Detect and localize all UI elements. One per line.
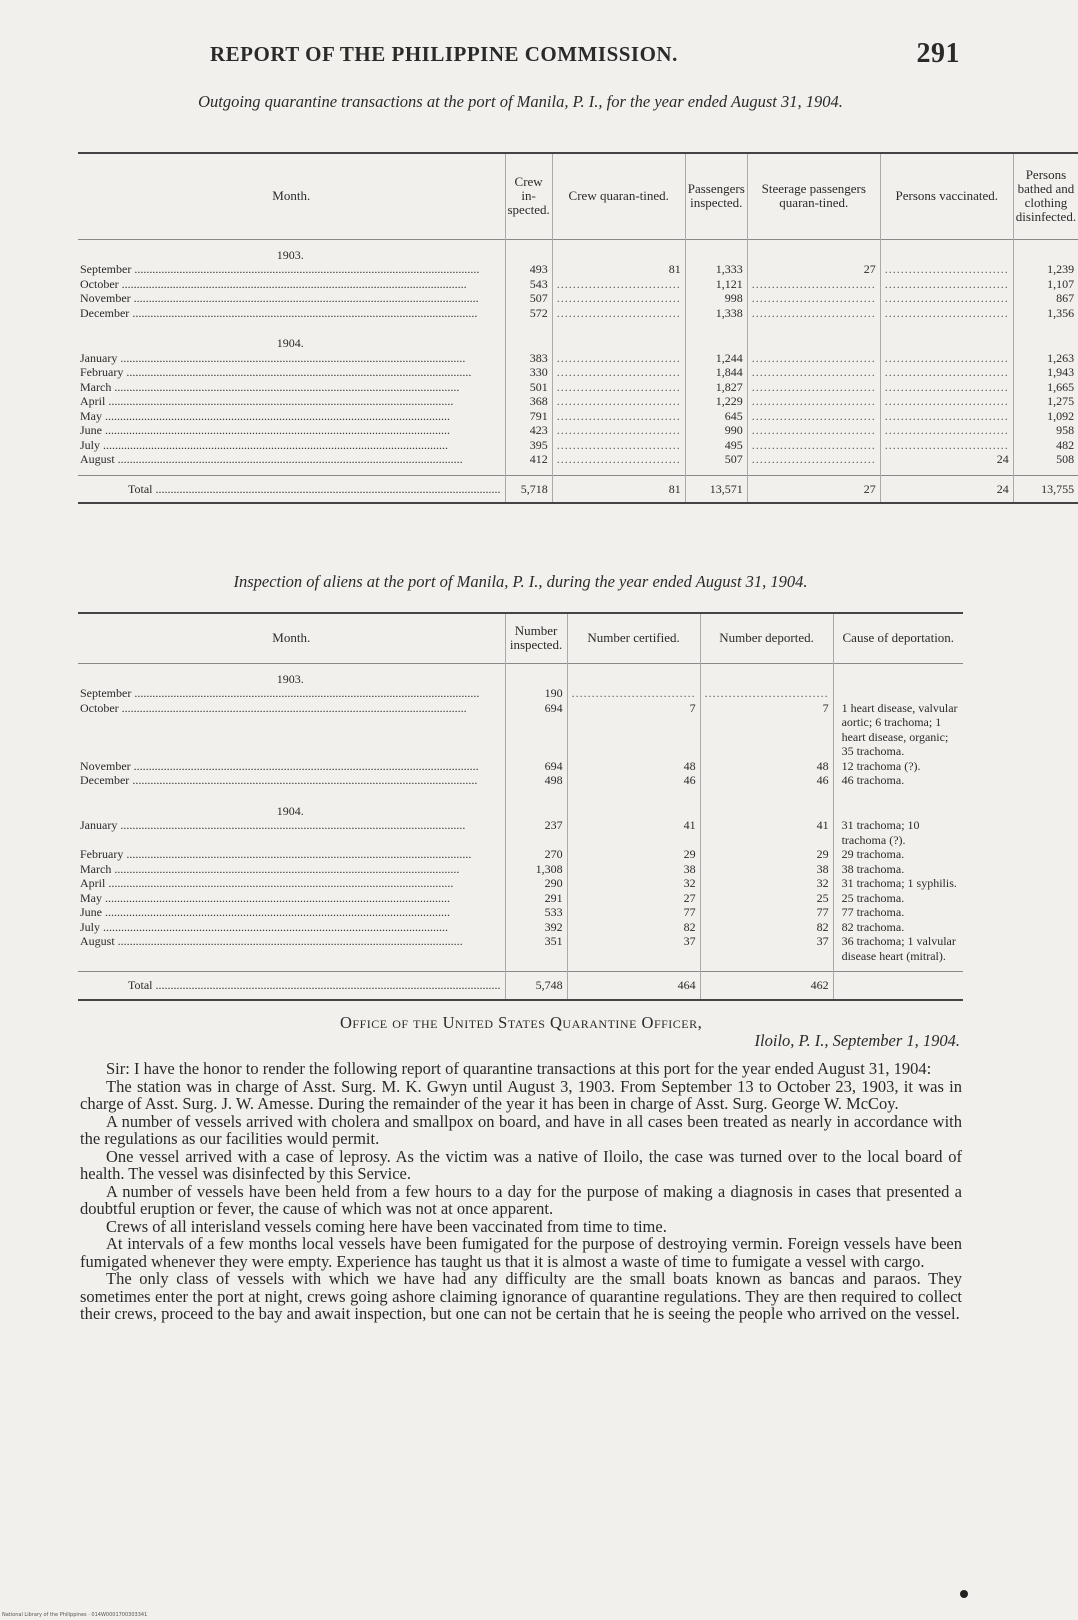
table-row [78, 686, 963, 701]
cause-cell: 29 trachoma. [833, 847, 963, 862]
year-label: 1903. [276, 247, 304, 262]
year-row [78, 328, 1078, 351]
table-row [78, 876, 963, 891]
cell-crew_q [552, 365, 685, 380]
month-name: July ..... [80, 920, 501, 935]
month-name: January ..... [80, 351, 501, 366]
month-cell [78, 365, 505, 380]
letter-paragraph: At intervals of a few months local vessels have been fumigated for the purpose of destroying vermin. Foreign vessels have been fumigated whenever they were empty. Experience has taught us that it is almost a waste of time to fumigate a vessel with cargo. [80, 1234, 962, 1271]
table-row [78, 920, 963, 935]
cell-crew_q [552, 380, 685, 395]
col-persons-bathed: Persons bathed and clothing disinfected. [1013, 153, 1078, 239]
total-text: Total ..... [128, 482, 501, 497]
month-cell [78, 452, 505, 467]
cell-crew: 493 [505, 262, 552, 277]
cell-pass: 998 [685, 291, 747, 306]
cell-pass: 1,338 [685, 306, 747, 321]
empty-cell [78, 320, 505, 328]
table-row [78, 380, 1078, 395]
table2-caption: Inspection of aliens at the port of Manila, P. I., during the year ended August 31, 1904. [233, 572, 808, 591]
month-name: March ..... [80, 380, 501, 395]
cell-bathed: 1,943 [1013, 365, 1078, 380]
month-name: November ..... [80, 291, 501, 306]
cell-crew_q [552, 423, 685, 438]
table-row [78, 862, 963, 877]
empty-cell [505, 239, 552, 262]
cell-cert: 82 [567, 920, 700, 935]
letter-place-date: Iloilo, P. I., September 1, 1904. [754, 1031, 960, 1050]
cell-bathed: 1,239 [1013, 262, 1078, 277]
cell-insp: 270 [505, 847, 567, 862]
total-label [78, 475, 505, 503]
letter-paragraph: The only class of vessels with which we have had any difficulty are the small boats known as bancas and paraos. They sometimes enter the port at night, crews going ashore claiming ignorance of quarantine regulations. They are then required to collect their crews, proceed to the bay and await inspection, but one can not be certain that he is seeing the people who arrived on the vessel. [80, 1269, 962, 1323]
month-name: January ..... [80, 818, 501, 833]
cell-vacc [880, 262, 1013, 277]
empty-cell [700, 796, 833, 819]
cell-pass: 1,333 [685, 262, 747, 277]
cell-crew: 501 [505, 380, 552, 395]
cell-cert: 37 [567, 934, 700, 963]
cell-steer [747, 365, 880, 380]
table-row [78, 438, 1078, 453]
month-name: December ..... [80, 773, 501, 788]
empty-cell [747, 320, 880, 328]
cell-crew_q: 81 [552, 262, 685, 277]
year-row [78, 796, 963, 819]
cell-dep: 7 [700, 701, 833, 759]
empty-cell [505, 796, 567, 819]
cell-insp: 1,308 [505, 862, 567, 877]
cell-bathed: 867 [1013, 291, 1078, 306]
cell-steer [747, 452, 880, 467]
table1-caption: Outgoing quarantine transactions at the port of Manila, P. I., for the year ended August 31, 1904. [198, 92, 843, 111]
cell-bathed: 1,275 [1013, 394, 1078, 409]
cause-cell: 31 trachoma; 10 trachoma (?). [833, 818, 963, 847]
cell-vacc [880, 277, 1013, 292]
page-number: 291 [916, 38, 960, 69]
total-bathed: 13,755 [1013, 475, 1078, 503]
cell-cert: 27 [567, 891, 700, 906]
cell-crew_q [552, 438, 685, 453]
cell-vacc [880, 394, 1013, 409]
cell-dep: 29 [700, 847, 833, 862]
total-insp: 5,748 [505, 972, 567, 1000]
cell-dep: 41 [700, 818, 833, 847]
empty-cell [78, 788, 505, 796]
col-cause-of-deportation: Cause of deportation. [833, 613, 963, 663]
cell-dep [700, 686, 833, 701]
col-number-inspected: Number inspected. [505, 613, 567, 663]
empty-cell [1013, 328, 1078, 351]
month-cell [78, 380, 505, 395]
month-cell [78, 759, 505, 774]
cell-pass: 507 [685, 452, 747, 467]
empty-cell [685, 239, 747, 262]
cause-cell [833, 972, 963, 1000]
cell-dep: 38 [700, 862, 833, 877]
month-cell [78, 847, 505, 862]
empty-cell [833, 663, 963, 686]
cell-crew_q [552, 291, 685, 306]
total-cert: 464 [567, 972, 700, 1000]
cell-insp: 351 [505, 934, 567, 963]
cell-vacc [880, 351, 1013, 366]
table-row [78, 818, 963, 847]
cell-dep: 25 [700, 891, 833, 906]
col-steerage-quarantined: Steerage passengers quaran-tined. [747, 153, 880, 239]
month-cell [78, 306, 505, 321]
table-row [78, 423, 1078, 438]
cell-crew: 383 [505, 351, 552, 366]
month-cell [78, 423, 505, 438]
table2-header-row [78, 613, 963, 663]
cause-cell: 38 trachoma. [833, 862, 963, 877]
month-cell [78, 262, 505, 277]
cell-dep: 48 [700, 759, 833, 774]
cell-vacc [880, 423, 1013, 438]
empty-cell [747, 328, 880, 351]
cell-bathed: 508 [1013, 452, 1078, 467]
empty-cell [833, 963, 963, 972]
total-crew: 5,718 [505, 475, 552, 503]
cell-crew_q [552, 452, 685, 467]
cell-insp: 290 [505, 876, 567, 891]
cell-steer [747, 438, 880, 453]
quarantine-transactions-table [78, 152, 1078, 504]
cell-insp: 190 [505, 686, 567, 701]
empty-cell [700, 963, 833, 972]
cell-crew: 791 [505, 409, 552, 424]
empty-cell [567, 796, 700, 819]
year-label: 1903. [276, 671, 304, 686]
empty-cell [505, 663, 567, 686]
cell-bathed: 1,092 [1013, 409, 1078, 424]
cell-pass: 990 [685, 423, 747, 438]
spacer-row [78, 320, 1078, 328]
empty-cell [685, 328, 747, 351]
cause-cell: 25 trachoma. [833, 891, 963, 906]
cell-crew: 572 [505, 306, 552, 321]
cell-vacc [880, 291, 1013, 306]
month-name: May ..... [80, 409, 501, 424]
cell-crew_q [552, 277, 685, 292]
cell-steer [747, 291, 880, 306]
cell-steer [747, 277, 880, 292]
table-row [78, 759, 963, 774]
table-row [78, 773, 963, 788]
col-number-certified: Number certified. [567, 613, 700, 663]
total-dep: 462 [700, 972, 833, 1000]
cell-vacc: 24 [880, 452, 1013, 467]
cell-bathed: 482 [1013, 438, 1078, 453]
empty-cell [567, 963, 700, 972]
letter-paragraph: Crews of all interisland vessels coming here have been vaccinated from time to time. [106, 1216, 667, 1236]
cell-crew: 330 [505, 365, 552, 380]
cell-crew_q [552, 306, 685, 321]
letter-paragraph: The station was in charge of Asst. Surg. M. K. Gwyn until August 3, 1903. From September 13 to October 23, 1903, it was in charge of Asst. Surg. J. W. Amesse. During the remainder of the year it has been in charge of Asst. Surg. George W. McCoy. [80, 1076, 962, 1113]
month-name: November ..... [80, 759, 501, 774]
empty-cell [685, 467, 747, 476]
empty-cell [567, 788, 700, 796]
table-row [78, 847, 963, 862]
col-passengers-inspected: Passengers inspected. [685, 153, 747, 239]
table-row [78, 351, 1078, 366]
cell-crew: 543 [505, 277, 552, 292]
cell-steer [747, 394, 880, 409]
empty-cell [1013, 239, 1078, 262]
total-vacc: 24 [880, 475, 1013, 503]
table-row [78, 701, 963, 759]
cell-bathed: 1,107 [1013, 277, 1078, 292]
total-text: Total ..... [128, 978, 501, 993]
cell-insp: 694 [505, 759, 567, 774]
year-label: 1904. [276, 336, 304, 350]
cell-pass: 645 [685, 409, 747, 424]
year-row [78, 239, 1078, 262]
table-row [78, 409, 1078, 424]
cell-bathed: 1,665 [1013, 380, 1078, 395]
cause-cell: 46 trachoma. [833, 773, 963, 788]
month-name: June ..... [80, 905, 501, 920]
month-name: October ..... [80, 701, 501, 716]
table-row [78, 891, 963, 906]
table2-body [78, 663, 963, 1000]
cell-cert: 48 [567, 759, 700, 774]
cause-cell: 31 trachoma; 1 syphilis. [833, 876, 963, 891]
empty-cell [552, 239, 685, 262]
empty-cell [567, 663, 700, 686]
total-label [78, 972, 505, 1000]
month-cell [78, 409, 505, 424]
cell-vacc [880, 380, 1013, 395]
cell-dep: 32 [700, 876, 833, 891]
month-cell [78, 862, 505, 877]
month-cell [78, 394, 505, 409]
cell-bathed: 1,263 [1013, 351, 1078, 366]
cell-vacc [880, 306, 1013, 321]
cell-cert [567, 686, 700, 701]
empty-cell [505, 788, 567, 796]
month-name: March ..... [80, 862, 501, 877]
aliens-inspection-table [78, 612, 963, 1001]
empty-cell [685, 320, 747, 328]
month-cell [78, 891, 505, 906]
cell-insp: 291 [505, 891, 567, 906]
cause-cell: 1 heart disease, valvular aortic; 6 trachoma; 1 heart disease, organic; 35 trachoma. [833, 701, 963, 759]
cell-steer [747, 306, 880, 321]
cell-pass: 1,244 [685, 351, 747, 366]
month-name: June ..... [80, 423, 501, 438]
ink-dot [960, 1590, 968, 1598]
month-name: May ..... [80, 891, 501, 906]
cell-insp: 237 [505, 818, 567, 847]
cell-vacc [880, 365, 1013, 380]
month-name: December ..... [80, 306, 501, 321]
empty-cell [747, 239, 880, 262]
table-row [78, 291, 1078, 306]
month-cell [78, 686, 505, 701]
cell-crew_q [552, 394, 685, 409]
col-month: Month. [272, 188, 311, 204]
empty-cell [1013, 467, 1078, 476]
cell-dep: 37 [700, 934, 833, 963]
month-name: July ..... [80, 438, 501, 453]
cell-dep: 46 [700, 773, 833, 788]
cell-insp: 694 [505, 701, 567, 759]
cell-crew: 507 [505, 291, 552, 306]
col-number-deported: Number deported. [700, 613, 833, 663]
cell-pass: 1,827 [685, 380, 747, 395]
month-cell [78, 438, 505, 453]
cell-steer [747, 409, 880, 424]
month-cell [78, 920, 505, 935]
month-cell [78, 773, 505, 788]
empty-cell [552, 320, 685, 328]
letter-body [80, 1060, 962, 1323]
table-row [78, 262, 1078, 277]
cell-steer [747, 380, 880, 395]
spacer-row [78, 467, 1078, 476]
cell-crew: 368 [505, 394, 552, 409]
month-name: October ..... [80, 277, 501, 292]
month-name: August ..... [80, 452, 501, 467]
cell-steer [747, 351, 880, 366]
total-row [78, 475, 1078, 503]
empty-cell [833, 788, 963, 796]
cell-crew_q [552, 409, 685, 424]
table-row [78, 394, 1078, 409]
table-row [78, 452, 1078, 467]
cell-cert: 41 [567, 818, 700, 847]
empty-cell [700, 788, 833, 796]
month-cell [78, 277, 505, 292]
col-month: Month. [272, 630, 311, 646]
cell-steer [747, 423, 880, 438]
cell-dep: 77 [700, 905, 833, 920]
table-row [78, 934, 963, 963]
empty-cell [880, 239, 1013, 262]
month-name: August ..... [80, 934, 501, 949]
empty-cell [505, 328, 552, 351]
cell-pass: 495 [685, 438, 747, 453]
table1-header-row [78, 153, 1078, 239]
year-label: 1904. [276, 803, 304, 818]
cause-cell: 12 trachoma (?). [833, 759, 963, 774]
empty-cell [880, 467, 1013, 476]
empty-cell [552, 467, 685, 476]
cell-cert: 77 [567, 905, 700, 920]
cell-crew: 423 [505, 423, 552, 438]
empty-cell [552, 328, 685, 351]
cell-pass: 1,229 [685, 394, 747, 409]
empty-cell [747, 467, 880, 476]
cell-cert: 29 [567, 847, 700, 862]
report-title: REPORT OF THE PHILIPPINE COMMISSION. [210, 42, 678, 66]
letter-paragraph: A number of vessels arrived with cholera and smallpox on board, and have in all cases been treated as nearly in accordance with the regulations as our facilities would permit. [80, 1111, 962, 1148]
month-name: February ..... [80, 365, 501, 380]
year-row [78, 663, 963, 686]
empty-cell [505, 467, 552, 476]
scan-footer: National Library of the Philippines · 014W0001700303341 [2, 1612, 148, 1618]
cell-insp: 392 [505, 920, 567, 935]
month-cell [78, 351, 505, 366]
month-name: September ..... [80, 262, 501, 277]
total-pass: 13,571 [685, 475, 747, 503]
empty-cell [505, 963, 567, 972]
empty-cell [833, 796, 963, 819]
month-cell [78, 905, 505, 920]
cell-pass: 1,121 [685, 277, 747, 292]
cell-vacc [880, 409, 1013, 424]
cell-steer: 27 [747, 262, 880, 277]
total-steer: 27 [747, 475, 880, 503]
cause-cell: 36 trachoma; 1 valvular disease heart (mitral). [833, 934, 963, 963]
empty-cell [505, 320, 552, 328]
spacer-row [78, 788, 963, 796]
total-crew_q: 81 [552, 475, 685, 503]
cause-cell: 82 trachoma. [833, 920, 963, 935]
spacer-row [78, 963, 963, 972]
month-cell [78, 934, 505, 963]
letter-paragraph: Sir: I have the honor to render the following report of quarantine transactions at this port for the year ended August 31, 1904: [106, 1059, 932, 1078]
table1-body [78, 239, 1078, 503]
month-name: April ..... [80, 876, 501, 891]
col-persons-vaccinated: Persons vaccinated. [880, 153, 1013, 239]
table-row [78, 277, 1078, 292]
letter-office: Office of the United States Quarantine Officer, [340, 1013, 703, 1032]
col-crew-inspected: Crew in-spected. [505, 153, 552, 239]
month-name: April ..... [80, 394, 501, 409]
cell-insp: 533 [505, 905, 567, 920]
empty-cell [880, 328, 1013, 351]
empty-cell [1013, 320, 1078, 328]
empty-cell [880, 320, 1013, 328]
cell-cert: 7 [567, 701, 700, 759]
cell-crew: 412 [505, 452, 552, 467]
table-row [78, 365, 1078, 380]
month-name: September ..... [80, 686, 501, 701]
cell-bathed: 958 [1013, 423, 1078, 438]
month-name: February ..... [80, 847, 501, 862]
cell-dep: 82 [700, 920, 833, 935]
cell-pass: 1,844 [685, 365, 747, 380]
cell-cert: 32 [567, 876, 700, 891]
cell-cert: 46 [567, 773, 700, 788]
cause-cell: 77 trachoma. [833, 905, 963, 920]
cause-cell [833, 686, 963, 701]
table-row [78, 905, 963, 920]
cell-crew: 395 [505, 438, 552, 453]
col-crew-quarantined: Crew quaran-tined. [552, 153, 685, 239]
month-cell [78, 818, 505, 847]
total-row [78, 972, 963, 1000]
letter-paragraph: A number of vessels have been held from a few hours to a day for the purpose of making a diagnosis in cases that presented a doubtful eruption or fever, the cause of which was not at once apparent. [80, 1181, 962, 1218]
empty-cell [78, 963, 505, 972]
month-cell [78, 701, 505, 759]
cell-insp: 498 [505, 773, 567, 788]
empty-cell [700, 663, 833, 686]
month-cell [78, 291, 505, 306]
table-row [78, 306, 1078, 321]
cell-bathed: 1,356 [1013, 306, 1078, 321]
cell-vacc [880, 438, 1013, 453]
letter-paragraph: One vessel arrived with a case of leprosy. As the victim was a native of Iloilo, the case was turned over to the local board of health. The vessel was disinfected by this Service. [80, 1146, 962, 1183]
cell-cert: 38 [567, 862, 700, 877]
month-cell [78, 876, 505, 891]
empty-cell [78, 467, 505, 476]
cell-crew_q [552, 351, 685, 366]
